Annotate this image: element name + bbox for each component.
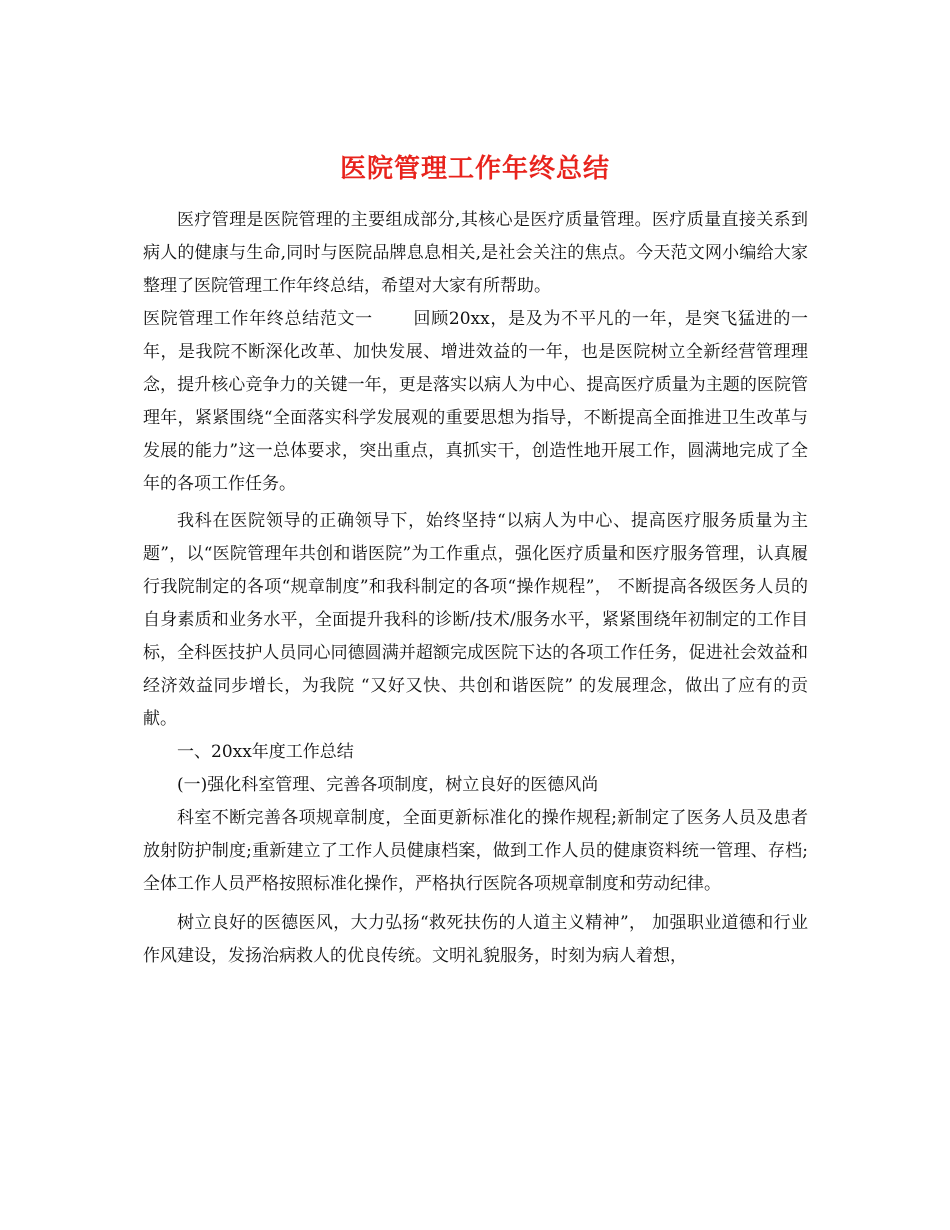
sample-body: 回顾20xx，是及为不平凡的一年，是突飞猛进的一年，是我院不断深化改革、加快发展、增进效益的一年，也是医院树立全新经营管理理念，提升核心竞争力的关键一年，更是落实以病人为中心、提高医疗质量为主题的医院管理年，紧紧围绕“全面落实科学发展观的重要思想为指导，不断提高全面推进卫生改革与发展的能力”这一总体要求，突出重点，真抓实干，创造性地开展工作，圆满地完成了全年的各项工作任务。 [143,309,809,494]
intro-paragraph: 医疗管理是医院管理的主要组成部分,其核心是医疗质量管理。医疗质量直接关系到病人的健康与生命,同时与医院品牌息息相关,是社会关注的焦点。今天范文网小编给大家整理了医院管理工作年终总结，希望对大家有所帮助。 [143,210,808,296]
sample-paragraph [143,303,808,501]
document-body [143,204,808,973]
paragraph-4: 树立良好的医德医风，大力弘扬“救死扶伤的人道主义精神”， 加强职业道德和行业作风建设，发扬治病救人的优良传统。文明礼貌服务，时刻为病人着想， [143,913,808,966]
sample-heading: 医院管理工作年终总结范文一 [143,309,373,329]
document-title: 医院管理工作年终总结 [339,154,610,185]
section-heading-1: 一、20xx年度工作总结 [177,742,354,762]
paragraph-3: 科室不断完善各项规章制度，全面更新标准化的操作规程;新制定了医务人员及患者放射防护制度;重新建立了工作人员健康档案，做到工作人员的健康资料统一管理、存档;全体工作人员严格按照标准化操作，严格执行医院各项规章制度和劳动纪律。 [143,808,808,894]
section-heading-2: (一)强化科室管理、完善各项制度，树立良好的医德风尚 [177,775,599,795]
paragraph-2: 我科在医院领导的正确领导下，始终坚持“以病人为中心、提高医疗服务质量为主题”，以“医院管理年共创和谐医院”为工作重点，强化医疗质量和医疗服务管理，认真履行我院制定的各项“规章制度”和我科制定的各项“操作规程”， 不断提高各级医务人员的自身素质和业务水平，全面提升我科的诊断/技术/服务水平，紧紧围绕年初制定的工作目标，全科医技护人员同心同德圆满并超额完成医院下达的各项工作任务，促进社会效益和经济效益同步增长，为我院 “又好又快、共创和谐医院” 的发展理念，做出了应有的贡献。 [143,511,808,729]
